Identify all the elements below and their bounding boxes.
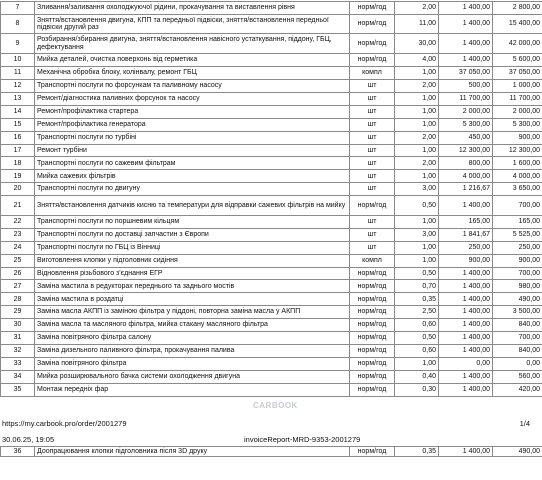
row-description: Мийка розширювального бачка системи охолодження двигуна bbox=[35, 371, 350, 384]
row-unit: шт bbox=[350, 92, 395, 105]
row-quantity: 11,00 bbox=[395, 14, 439, 34]
row-quantity: 0,50 bbox=[395, 332, 439, 345]
row-sum: 900,00 bbox=[493, 131, 542, 144]
row-unit: норм/год bbox=[350, 267, 395, 280]
row-description: Виготовлення клопки у підголовник сидіння bbox=[35, 254, 350, 267]
table-row bbox=[1, 332, 542, 345]
table-row bbox=[1, 358, 542, 371]
row-sum: 560,00 bbox=[493, 371, 542, 384]
table-row bbox=[1, 144, 542, 157]
row-number: 23 bbox=[1, 228, 35, 241]
row-number: 7 bbox=[1, 2, 35, 15]
row-sum: 12 300,00 bbox=[493, 144, 542, 157]
row-sum: 4 000,00 bbox=[493, 170, 542, 183]
table-row bbox=[1, 254, 542, 267]
next-page-table bbox=[0, 446, 542, 457]
row-number: 28 bbox=[1, 293, 35, 306]
row-unit: норм/год bbox=[350, 280, 395, 293]
row-price: 37 050,00 bbox=[439, 66, 493, 79]
row-price: 450,00 bbox=[439, 131, 493, 144]
row-quantity: 1,00 bbox=[395, 92, 439, 105]
print-date: 30.06.25, 19:05 bbox=[2, 435, 55, 444]
row-unit: норм/год bbox=[350, 371, 395, 384]
row-description: Ремонт/діагностика паливних форсунок та насосу bbox=[35, 92, 350, 105]
row-quantity: 1,00 bbox=[395, 144, 439, 157]
row-sum: 900,00 bbox=[493, 254, 542, 267]
row-number: 24 bbox=[1, 241, 35, 254]
row-number: 27 bbox=[1, 280, 35, 293]
row-number: 9 bbox=[1, 34, 35, 54]
row-description: Розбирання/збирання двигуна, зняття/встановлення навісного устаткування, піддону, ГБЦ, дефектування bbox=[35, 34, 350, 54]
row-description: Механічна обробка блоку, колінвалу, ремонт ГБЦ bbox=[35, 66, 350, 79]
row-price: 1 400,00 bbox=[439, 14, 493, 34]
row-description: Транспортні послуги по турбіні bbox=[35, 131, 350, 144]
row-unit: норм/год bbox=[350, 332, 395, 345]
table-row bbox=[1, 2, 542, 15]
row-unit: норм/год bbox=[350, 319, 395, 332]
table-row bbox=[1, 241, 542, 254]
row-price: 0,00 bbox=[439, 358, 493, 371]
row-price: 1 841,67 bbox=[439, 228, 493, 241]
table-row bbox=[1, 215, 542, 228]
row-number: 15 bbox=[1, 118, 35, 131]
row-number: 26 bbox=[1, 267, 35, 280]
row-unit: норм/год bbox=[350, 293, 395, 306]
row-number: 21 bbox=[1, 196, 35, 216]
row-description: Транспортні послуги по форсункам та паливному насосу bbox=[35, 79, 350, 92]
row-description: Ремонт/профілактика стартера bbox=[35, 105, 350, 118]
row-description: Заміна повітряного фільтра салону bbox=[35, 332, 350, 345]
row-unit: шт bbox=[350, 79, 395, 92]
table-row bbox=[1, 306, 542, 319]
row-price: 1 400,00 bbox=[439, 345, 493, 358]
row-description: Транспортні послуги по сажевим фільтрам bbox=[35, 157, 350, 170]
row-quantity: 4,00 bbox=[395, 53, 439, 66]
row-description: Заміна дизельного паливного фільтра, прокачування палива bbox=[35, 345, 350, 358]
row-description: Відновлення різьбового з'єднання ЕГР bbox=[35, 267, 350, 280]
row-unit: компл bbox=[350, 66, 395, 79]
row-number: 8 bbox=[1, 14, 35, 34]
row-quantity: 1,00 bbox=[395, 118, 439, 131]
row-description: Заміна мастила в редукторах переднього та заднього мостів bbox=[35, 280, 350, 293]
row-unit: компл bbox=[350, 254, 395, 267]
row-description: Зливання/заливання охолоджуючої рідини, прокачування та виставлення рівня bbox=[35, 2, 350, 15]
invoice-table bbox=[0, 1, 542, 397]
row-unit: норм/год bbox=[350, 34, 395, 54]
row-description: Зняття/встановлення двигуна, КПП та передньої підвіски, зняття/встановлення передньої підвіски другий раз bbox=[35, 14, 350, 34]
row-price: 250,00 bbox=[439, 241, 493, 254]
row-sum: 250,00 bbox=[493, 241, 542, 254]
table-row bbox=[1, 105, 542, 118]
row-unit: шт bbox=[350, 105, 395, 118]
table-row bbox=[1, 118, 542, 131]
row-sum: 2 800,00 bbox=[493, 2, 542, 15]
row-description: Транспортні послуги по двигуну bbox=[35, 183, 350, 196]
row-sum: 11 700,00 bbox=[493, 92, 542, 105]
table-row bbox=[1, 131, 542, 144]
table-row bbox=[1, 383, 542, 396]
document-title: invoiceReport-MRD-9353-2001279 bbox=[244, 435, 361, 444]
table-row bbox=[1, 14, 542, 34]
row-price: 1 400,00 bbox=[439, 306, 493, 319]
row-sum: 980,00 bbox=[493, 280, 542, 293]
row-price: 1 400,00 bbox=[439, 293, 493, 306]
row-number: 30 bbox=[1, 319, 35, 332]
row-description: Зняття/встановлення датчиків кисню та температури для відправки сажевих фільтрів на мийку bbox=[35, 196, 350, 216]
row-number: 31 bbox=[1, 332, 35, 345]
row-sum: 1 600,00 bbox=[493, 157, 542, 170]
row-sum: 3 650,00 bbox=[493, 183, 542, 196]
row-quantity: 1,00 bbox=[395, 241, 439, 254]
row-unit: норм/год bbox=[350, 2, 395, 15]
row-quantity: 0,50 bbox=[395, 196, 439, 216]
table-row bbox=[1, 267, 542, 280]
row-description: Монтаж передніх фар bbox=[35, 383, 350, 396]
row-quantity: 30,00 bbox=[395, 34, 439, 54]
row-quantity: 1,00 bbox=[395, 358, 439, 371]
row-sum: 490,00 bbox=[493, 293, 542, 306]
row-sum: 15 400,00 bbox=[493, 14, 542, 34]
row-description: Мийка деталей, очистка поверхонь від герметика bbox=[35, 53, 350, 66]
row-description: Доопрацювання клопки підголовника після 3D друку bbox=[35, 447, 350, 457]
table-row bbox=[1, 371, 542, 384]
table-row bbox=[1, 280, 542, 293]
row-quantity: 1,00 bbox=[395, 215, 439, 228]
row-unit: норм/год bbox=[350, 345, 395, 358]
row-unit: шт bbox=[350, 241, 395, 254]
row-price: 1 400,00 bbox=[439, 34, 493, 54]
row-price: 5 300,00 bbox=[439, 118, 493, 131]
row-description: Ремонт турбіни bbox=[35, 144, 350, 157]
row-price: 11 700,00 bbox=[439, 92, 493, 105]
row-price: 1 400,00 bbox=[439, 371, 493, 384]
row-quantity: 2,00 bbox=[395, 79, 439, 92]
table-row bbox=[1, 34, 542, 54]
row-unit: шт bbox=[350, 118, 395, 131]
table-row bbox=[1, 228, 542, 241]
row-sum: 5 600,00 bbox=[493, 53, 542, 66]
row-quantity: 0,35 bbox=[395, 447, 439, 457]
table-row bbox=[1, 170, 542, 183]
row-sum: 0,00 bbox=[493, 358, 542, 371]
row-sum: 5 300,00 bbox=[493, 118, 542, 131]
row-price: 1 400,00 bbox=[439, 2, 493, 15]
row-number: 22 bbox=[1, 215, 35, 228]
row-number: 32 bbox=[1, 345, 35, 358]
row-sum: 5 525,00 bbox=[493, 228, 542, 241]
row-unit: норм/год bbox=[350, 447, 395, 457]
row-quantity: 2,00 bbox=[395, 131, 439, 144]
row-unit: норм/год bbox=[350, 53, 395, 66]
row-price: 2 000,00 bbox=[439, 105, 493, 118]
row-description: Заміна мастила в роздатці bbox=[35, 293, 350, 306]
table-row bbox=[1, 293, 542, 306]
row-price: 1 400,00 bbox=[439, 280, 493, 293]
row-price: 165,00 bbox=[439, 215, 493, 228]
table-row bbox=[1, 79, 542, 92]
row-sum: 42 000,00 bbox=[493, 34, 542, 54]
row-unit: шт bbox=[350, 131, 395, 144]
row-quantity: 0,70 bbox=[395, 280, 439, 293]
row-quantity: 2,00 bbox=[395, 157, 439, 170]
row-sum: 700,00 bbox=[493, 267, 542, 280]
row-sum: 700,00 bbox=[493, 196, 542, 216]
row-price: 4 000,00 bbox=[439, 170, 493, 183]
row-description: Заміна масла та масляного фільтра, мийка стакану масляного фільтра bbox=[35, 319, 350, 332]
row-number: 36 bbox=[1, 447, 35, 457]
row-quantity: 3,00 bbox=[395, 228, 439, 241]
row-quantity: 2,00 bbox=[395, 2, 439, 15]
row-number: 29 bbox=[1, 306, 35, 319]
row-price: 1 400,00 bbox=[439, 447, 493, 457]
table-row bbox=[1, 196, 542, 216]
row-description: Ремонт/профілактика генератора bbox=[35, 118, 350, 131]
row-number: 17 bbox=[1, 144, 35, 157]
row-price: 1 216,67 bbox=[439, 183, 493, 196]
row-sum: 420,00 bbox=[493, 383, 542, 396]
row-quantity: 3,00 bbox=[395, 183, 439, 196]
row-price: 900,00 bbox=[439, 254, 493, 267]
carbook-watermark: CARBOOK bbox=[253, 401, 298, 410]
row-quantity: 0,35 bbox=[395, 293, 439, 306]
row-quantity: 1,00 bbox=[395, 170, 439, 183]
row-unit: норм/год bbox=[350, 306, 395, 319]
row-price: 1 400,00 bbox=[439, 196, 493, 216]
row-unit: шт bbox=[350, 170, 395, 183]
row-description: Мийка сажевих фільтрів bbox=[35, 170, 350, 183]
table-row bbox=[1, 183, 542, 196]
table-row bbox=[1, 53, 542, 66]
row-quantity: 0,60 bbox=[395, 319, 439, 332]
row-quantity: 1,00 bbox=[395, 105, 439, 118]
row-quantity: 0,40 bbox=[395, 371, 439, 384]
row-quantity: 1,00 bbox=[395, 66, 439, 79]
row-unit: шт bbox=[350, 144, 395, 157]
table-row bbox=[1, 447, 542, 457]
footer-url[interactable]: https://my.carbook.pro/order/2001279 bbox=[2, 419, 127, 428]
row-unit: шт bbox=[350, 157, 395, 170]
row-unit: шт bbox=[350, 183, 395, 196]
table-row bbox=[1, 92, 542, 105]
row-number: 35 bbox=[1, 383, 35, 396]
table-row bbox=[1, 66, 542, 79]
row-unit: шт bbox=[350, 215, 395, 228]
row-description: Заміна масла АКПП із заміною фільтра у піддоні, повторна заміна масла у АКПП bbox=[35, 306, 350, 319]
table-row bbox=[1, 157, 542, 170]
row-sum: 3 500,00 bbox=[493, 306, 542, 319]
row-number: 12 bbox=[1, 79, 35, 92]
row-price: 1 400,00 bbox=[439, 267, 493, 280]
row-description: Транспортні послуги по доставці запчастин з Європи bbox=[35, 228, 350, 241]
row-quantity: 2,50 bbox=[395, 306, 439, 319]
row-sum: 700,00 bbox=[493, 332, 542, 345]
row-number: 13 bbox=[1, 92, 35, 105]
row-description: Транспортні послуги по поршневим кільцям bbox=[35, 215, 350, 228]
row-price: 800,00 bbox=[439, 157, 493, 170]
row-number: 14 bbox=[1, 105, 35, 118]
row-price: 1 400,00 bbox=[439, 332, 493, 345]
row-price: 1 400,00 bbox=[439, 383, 493, 396]
table-row bbox=[1, 319, 542, 332]
row-sum: 490,00 bbox=[493, 447, 542, 457]
row-unit: норм/год bbox=[350, 383, 395, 396]
row-number: 18 bbox=[1, 157, 35, 170]
row-unit: норм/год bbox=[350, 358, 395, 371]
row-sum: 1 000,00 bbox=[493, 79, 542, 92]
row-description: Транспортні послуги по ГБЦ із Вінниці bbox=[35, 241, 350, 254]
row-number: 19 bbox=[1, 170, 35, 183]
invoice-table-body bbox=[1, 2, 542, 397]
row-price: 500,00 bbox=[439, 79, 493, 92]
page-number: 1/4 bbox=[519, 419, 530, 428]
row-number: 16 bbox=[1, 131, 35, 144]
table-row bbox=[1, 345, 542, 358]
row-number: 25 bbox=[1, 254, 35, 267]
row-price: 1 400,00 bbox=[439, 319, 493, 332]
row-sum: 165,00 bbox=[493, 215, 542, 228]
row-unit: норм/год bbox=[350, 14, 395, 34]
row-number: 33 bbox=[1, 358, 35, 371]
row-price: 1 400,00 bbox=[439, 53, 493, 66]
row-quantity: 0,30 bbox=[395, 383, 439, 396]
row-quantity: 1,00 bbox=[395, 254, 439, 267]
row-number: 20 bbox=[1, 183, 35, 196]
row-sum: 840,00 bbox=[493, 319, 542, 332]
row-sum: 840,00 bbox=[493, 345, 542, 358]
row-number: 11 bbox=[1, 66, 35, 79]
row-sum: 2 000,00 bbox=[493, 105, 542, 118]
row-price: 12 300,00 bbox=[439, 144, 493, 157]
row-quantity: 0,50 bbox=[395, 267, 439, 280]
row-description: Заміна повітряного фільтра bbox=[35, 358, 350, 371]
row-unit: шт bbox=[350, 228, 395, 241]
row-number: 34 bbox=[1, 371, 35, 384]
row-number: 10 bbox=[1, 53, 35, 66]
row-quantity: 0,60 bbox=[395, 345, 439, 358]
row-unit: норм/год bbox=[350, 196, 395, 216]
row-sum: 37 050,00 bbox=[493, 66, 542, 79]
